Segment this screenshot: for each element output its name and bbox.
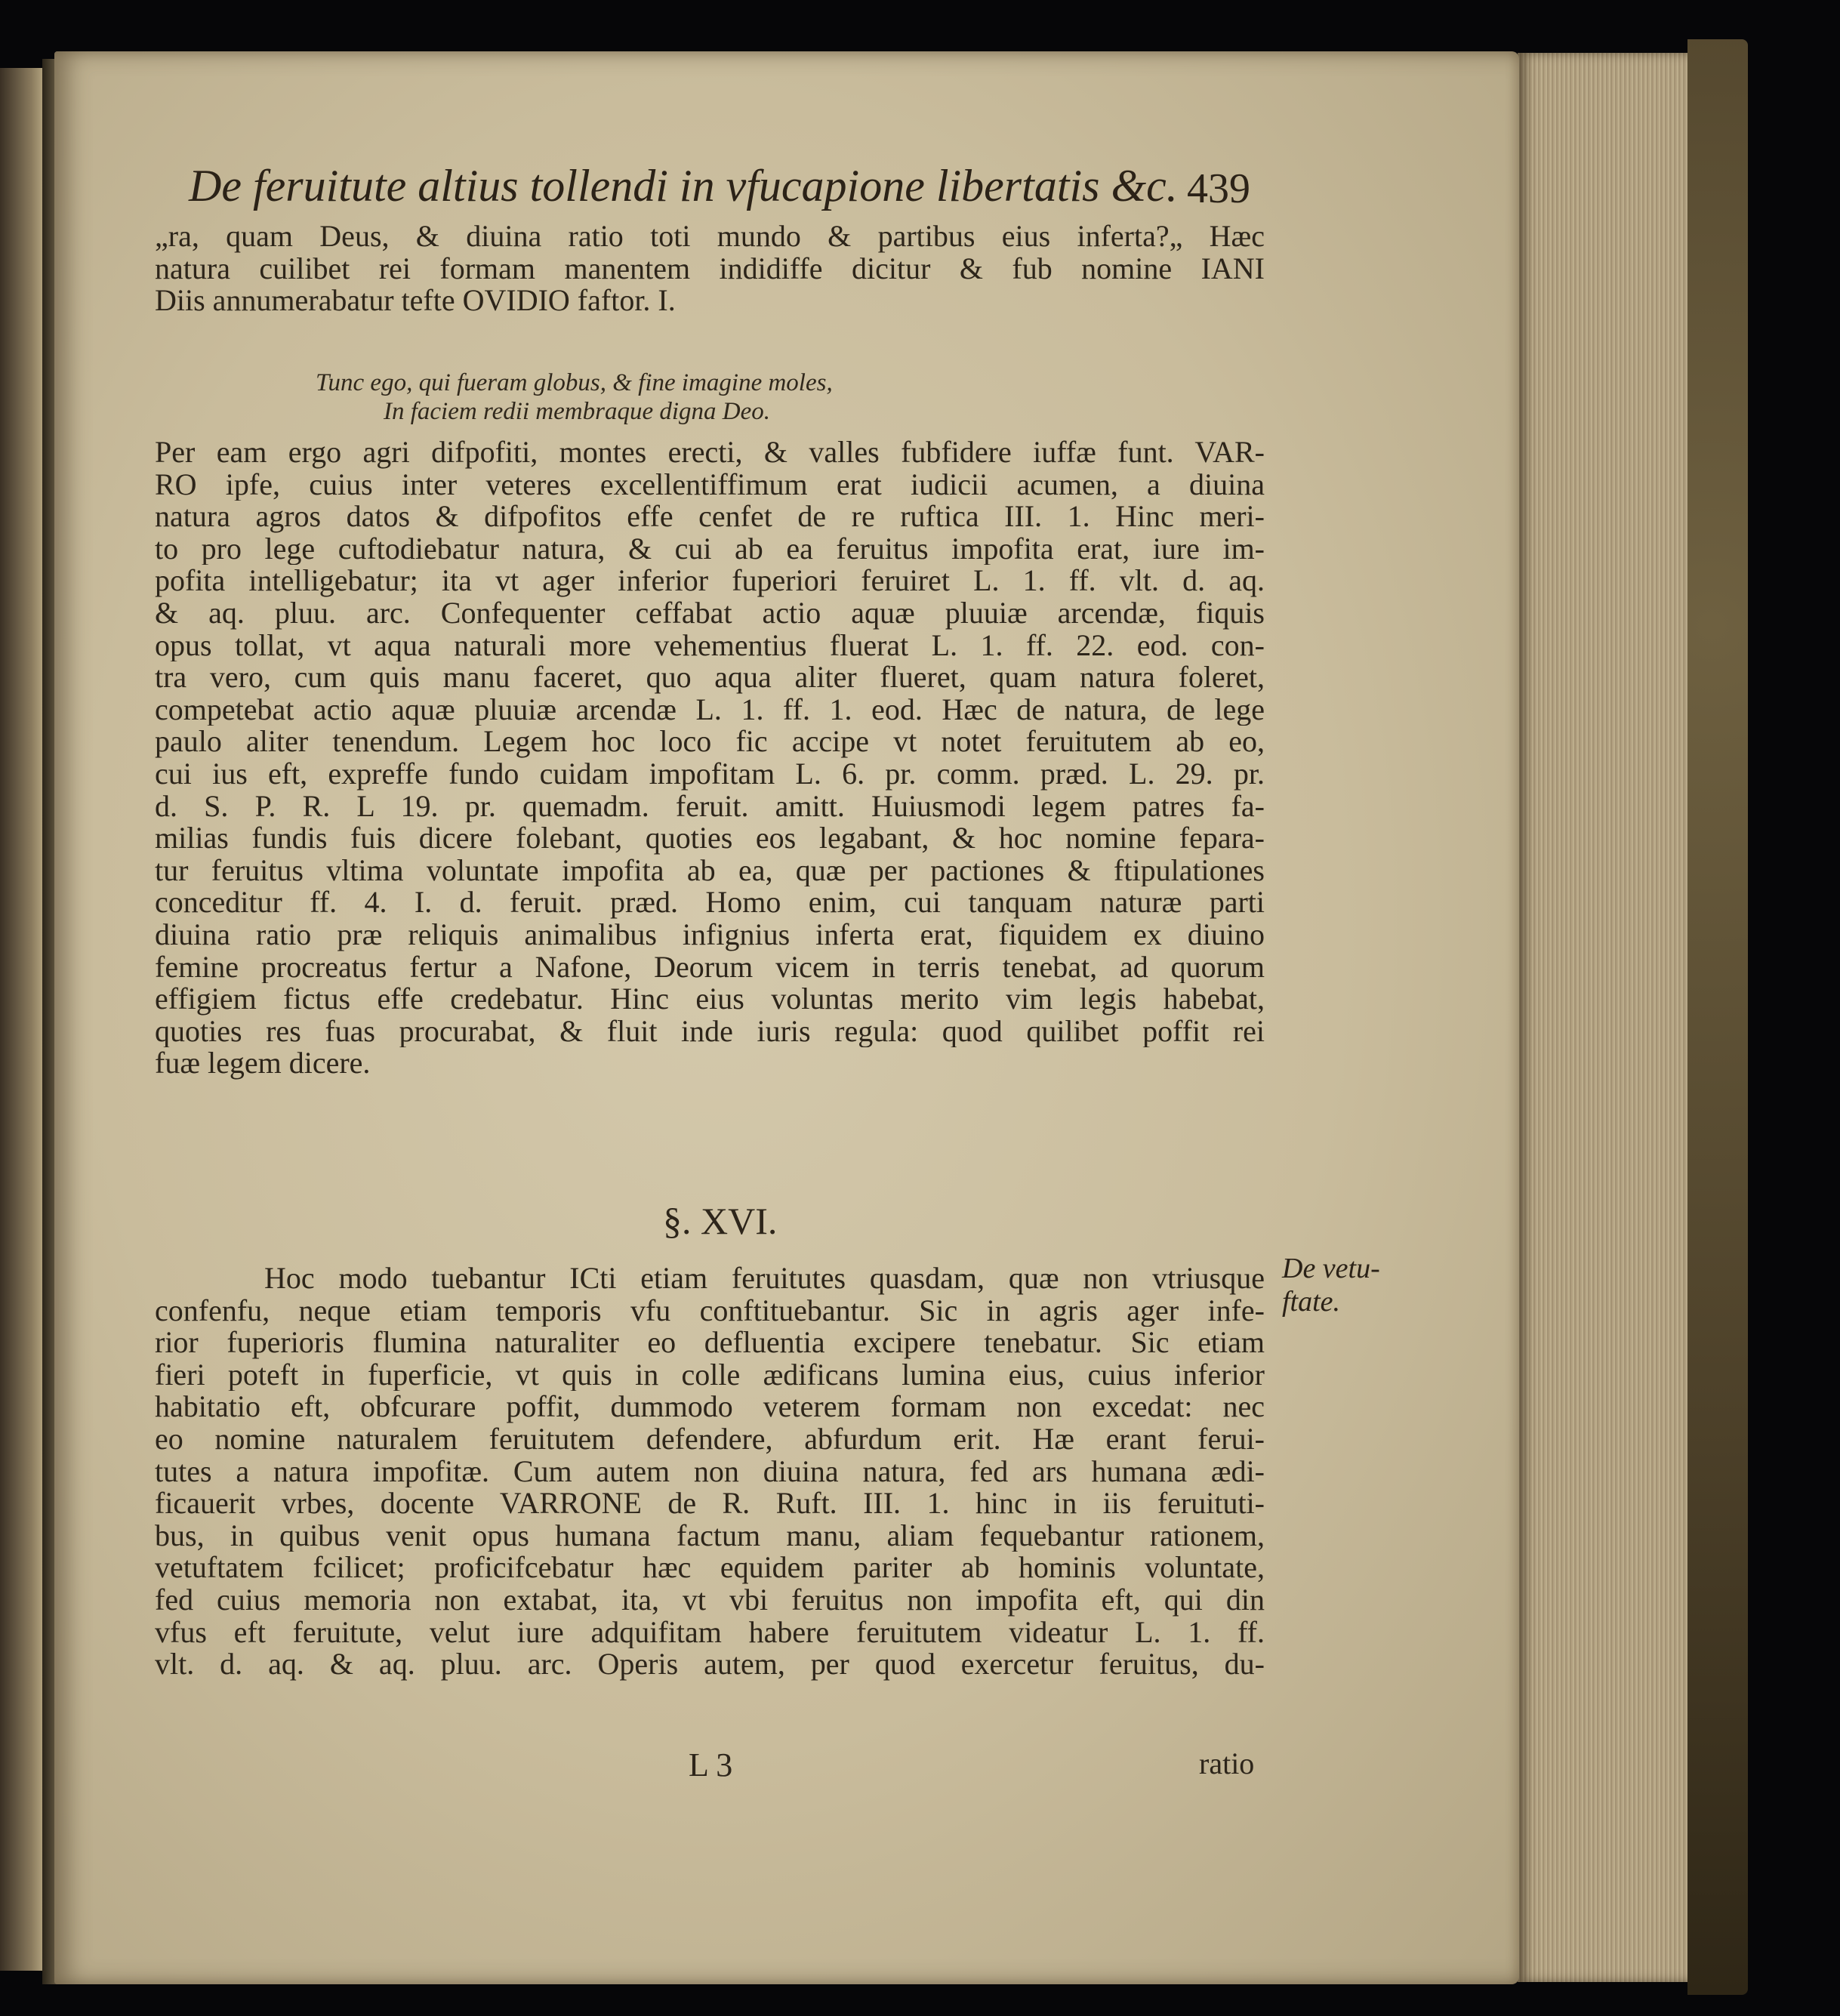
text-line: confenfu, neque etiam temporis vfu conftituebantur. Sic in agris ager infe- xyxy=(155,1294,1265,1327)
text-line: milias fundis fuis dicere folebant, quoties eos legabant, & hoc nomine fepara- xyxy=(155,822,1265,855)
text-line: vlt. d. aq. & aq. pluu. arc. Operis autem, per quod exercetur feruitus, du- xyxy=(155,1648,1265,1681)
poem-line: In faciem redii membraque digna Deo. xyxy=(384,398,770,425)
text-line: natura cuilibet rei formam manentem indidiffe dicitur & fub nomine IANI xyxy=(155,252,1265,285)
text-line: vetuftatem fcilicet; proficifcebatur hæc equidem pariter ab hominis voluntate, xyxy=(155,1552,1265,1584)
text-line: „ra, quam Deus, & diuina ratio toti mundo & partibus eius inferta?„ Hæc xyxy=(155,220,1265,253)
text-line: to pro lege cuftodiebatur natura, & cui ab ea feruitus impofita erat, iure im- xyxy=(155,532,1265,566)
text-line: tra vero, cum quis manu faceret, quo aqua aliter flueret, quam natura foleret, xyxy=(155,661,1265,694)
text-line: paulo aliter tenendum. Legem hoc loco fic accipe vt notet feruitutem ab eo, xyxy=(155,726,1265,758)
text-line: natura agros datos & difpofitos effe cenfet de re ruftica III. 1. Hinc meri- xyxy=(155,501,1265,533)
margin-note xyxy=(1282,1252,1395,1318)
text-line: femine procreatus fertur a Nafone, Deorum vicem in terris tenebat, ad quorum xyxy=(155,951,1265,984)
text-line: habitatio eft, obfcurare poffit, dummodo veterem formam non excedat: nec xyxy=(155,1391,1265,1423)
text-line: tutes a natura impofitæ. Cum autem non diuina natura, fed ars humana ædi- xyxy=(155,1455,1265,1488)
text-line: conceditur ff. 4. I. d. feruit. præd. Homo enim, cui tanquam naturæ parti xyxy=(155,886,1265,919)
paragraph-1 xyxy=(155,220,1265,317)
book-cover xyxy=(1687,39,1748,1995)
catchword: ratio xyxy=(1199,1746,1255,1780)
text-line: fuæ legem dicere. xyxy=(155,1047,371,1080)
running-title: De feruitute altius tollendi in vfucapione libertatis &c. xyxy=(189,161,1178,211)
text-line: vfus eft feruitute, velut iure adquifitam habere feruitutem videatur L. 1. ff. xyxy=(155,1616,1265,1649)
margin-note-text: De vetu- ftate. xyxy=(1282,1253,1380,1318)
text-line: cui ius eft, expreffe fundo cuidam impofitam L. 6. pr. comm. præd. L. 29. pr. xyxy=(155,757,1265,791)
poem-line: Tunc ego, qui fueram globus, & fine imagine moles, xyxy=(316,369,833,396)
page-edges xyxy=(1518,53,1687,1982)
text-line: eo nomine naturalem feruitutem defendere, abfurdum erit. Hæ erant ferui- xyxy=(155,1423,1265,1456)
facing-page-edge xyxy=(0,68,45,1971)
page-number: 439 xyxy=(1187,165,1250,212)
signature-mark: L 3 xyxy=(689,1746,733,1783)
section-heading: §. XVI. xyxy=(663,1200,778,1242)
text-line: opus tollat, vt aqua naturali more vehementius fluerat L. 1. ff. 22. eod. con- xyxy=(155,629,1265,662)
text-line: effigiem fictus effe credebatur. Hinc eius voluntas merito vim legis habebat, xyxy=(155,983,1265,1016)
poem-quotation xyxy=(316,368,920,426)
text-line: rior fuperioris flumina naturaliter eo defluentia excipere tenebatur. Sic etiam xyxy=(155,1327,1265,1359)
paragraph-3 xyxy=(155,1262,1265,1681)
text-line: Hoc modo tuebantur ICti etiam feruitutes quasdam, quæ non vtriusque xyxy=(264,1262,1265,1295)
text-line: d. S. P. R. L 19. pr. quemadm. feruit. amitt. Huiusmodi legem patres fa- xyxy=(155,790,1265,823)
paragraph-2 xyxy=(155,436,1265,1080)
text-line: fieri poteft in fuperficie, vt quis in colle ædificans lumina eius, cuius inferior xyxy=(155,1358,1265,1392)
text-line: RO ipfe, cuius inter veteres excellentiffimum erat iudicii acumen, a diuina xyxy=(155,468,1265,501)
text-line: tur feruitus vltima voluntate impofita ab ea, quæ per pactiones & ftipulationes xyxy=(155,854,1265,887)
text-line: ficauerit vrbes, docente VARRONE de R. Ruft. III. 1. hinc in iis feruituti- xyxy=(155,1487,1265,1520)
text-line: fed cuius memoria non extabat, ita, vt vbi feruitus non impofita eft, qui din xyxy=(155,1583,1265,1617)
text-line: diuina ratio præ reliquis animalibus infignius inferta erat, fiquidem ex diuino xyxy=(155,918,1265,951)
text-line: Per eam ergo agri difpofiti, montes erecti, & valles fubfidere iuffæ funt. VAR- xyxy=(155,436,1265,469)
text-line: quoties res fuas procurabat, & fluit inde iuris regula: quod quilibet poffit rei xyxy=(155,1015,1265,1048)
text-line: bus, in quibus venit opus humana factum manu, aliam fequebantur rationem, xyxy=(155,1519,1265,1552)
text-line: & aq. pluu. arc. Confequenter ceffabat actio aquæ pluuiæ arcendæ, fiquis xyxy=(155,596,1265,630)
text-line: competebat actio aquæ pluuiæ arcendæ L. 1. ff. 1. eod. Hæc de natura, de lege xyxy=(155,693,1265,726)
text-line: Diis annumerabatur tefte OVIDIO faftor. I. xyxy=(155,285,676,317)
text-line: pofita intelligebatur; ita vt ager inferior fuperiori feruiret L. 1. ff. vlt. d. aq. xyxy=(155,565,1265,597)
